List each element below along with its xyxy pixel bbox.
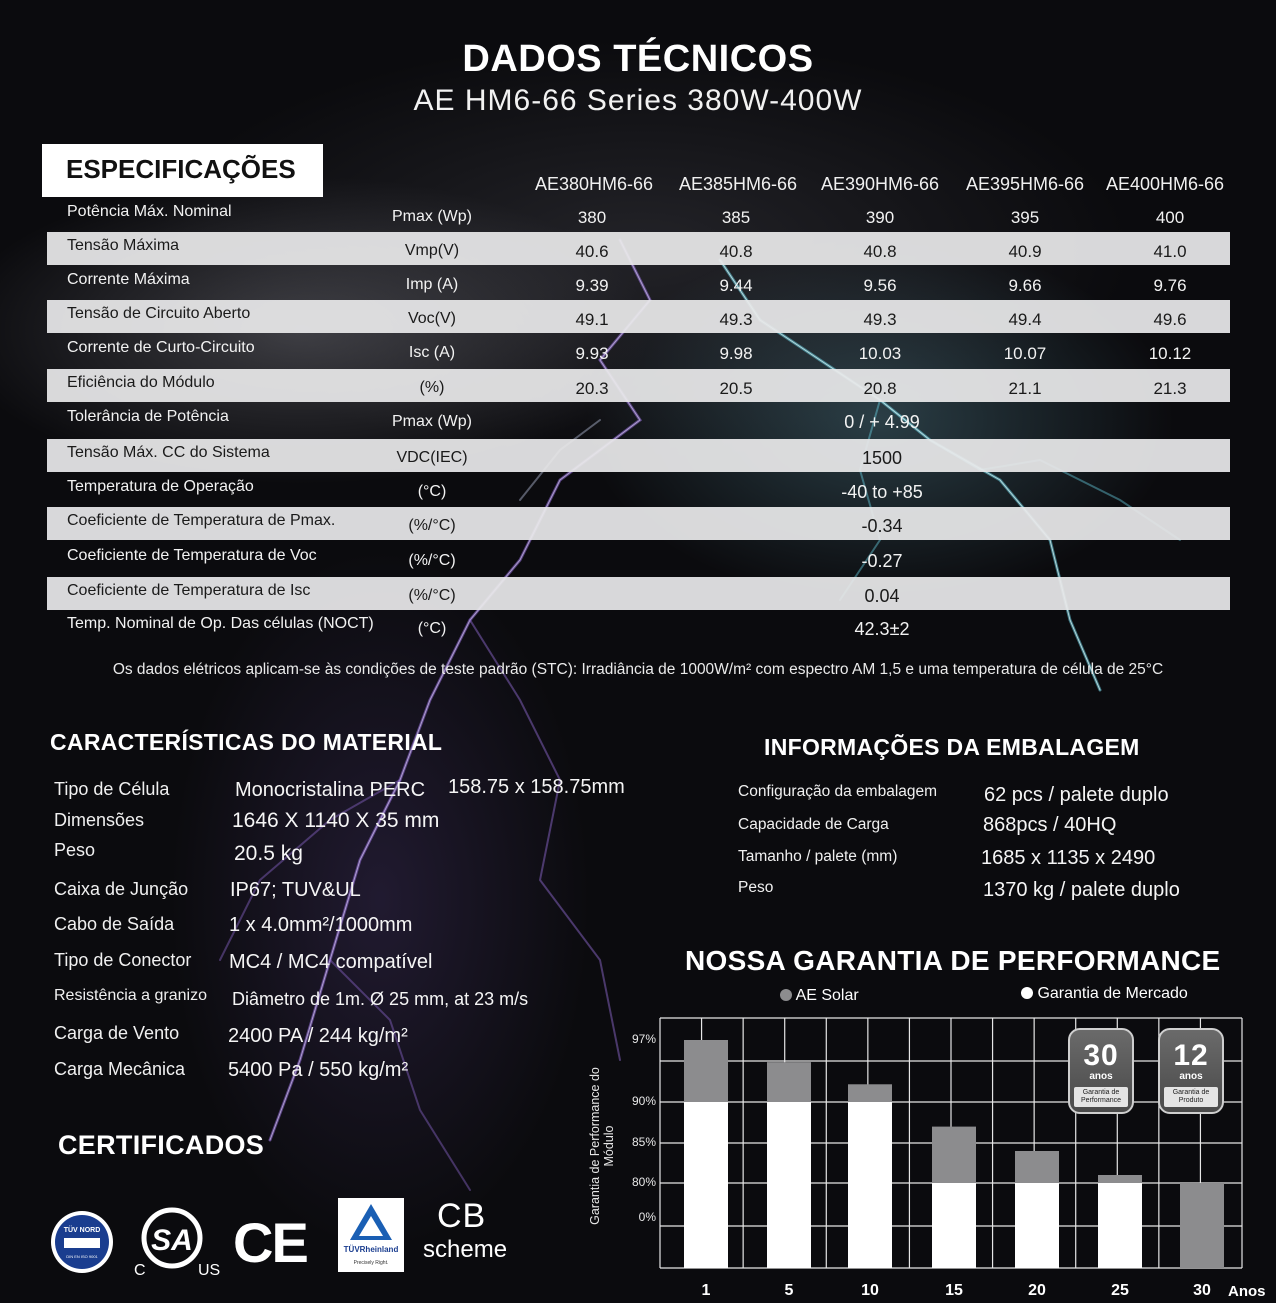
spec-label: Tolerância de Potência [67, 408, 229, 425]
badge-product-caption: Garantia de Produto [1164, 1087, 1218, 1107]
x-tick-label: 1 [701, 1282, 711, 1299]
spec-unit: Vmp(V) [404, 242, 460, 259]
spec-label: Tensão de Circuito Aberto [67, 305, 251, 322]
material-label: Cabo de Saída [54, 914, 175, 934]
packaging-value: 1370 kg / palete duplo [983, 879, 1180, 901]
spec-unit: VDC(IEC) [396, 449, 468, 466]
spec-label: Corrente Máxima [67, 271, 190, 288]
material-value: 20.5 kg [234, 842, 303, 865]
spec-value: 400 [1155, 208, 1185, 227]
bar-market-warranty [1098, 1183, 1142, 1268]
material-label: Resistência a granizo [54, 987, 207, 1004]
spec-unit: (%/°C) [408, 552, 456, 569]
y-tick-label: 97% [631, 1032, 656, 1046]
spec-label: Potência Máx. Nominal [67, 203, 232, 220]
x-axis-label: Anos [1228, 1283, 1266, 1300]
packaging-value: 1685 x 1135 x 2490 [981, 847, 1156, 869]
packaging-value: 62 pcs / palete duplo [984, 784, 1169, 806]
spec-unit: Pmax (Wp) [392, 208, 472, 225]
spec-label: Tensão Máxima [67, 237, 180, 254]
legend-ae-label: AE Solar [795, 987, 859, 1004]
badge-product-years: 12 [1173, 1039, 1209, 1072]
material-label: Carga Mecânica [54, 1059, 186, 1079]
material-label: Tipo de Conector [54, 950, 192, 970]
spec-value: 21.3 [1153, 379, 1187, 398]
packaging-heading: INFORMAÇÕES DA EMBALAGEM [764, 734, 1140, 760]
material-value: MC4 / MC4 compatível [229, 951, 433, 973]
spec-value: 40.8 [719, 242, 753, 261]
tuv-rheinland-text: TÜVRheinland [343, 1245, 399, 1254]
badge-performance-warranty [1068, 1028, 1134, 1114]
spec-label: Tensão Máx. CC do Sistema [67, 444, 270, 461]
bar-market-warranty [767, 1102, 811, 1268]
chart-bars [684, 1040, 1224, 1268]
spec-value: -0.27 [861, 551, 903, 571]
page-subtitle: AE HM6-66 Series 380W-400W [413, 84, 863, 117]
model-header: AE380HM6-66 [534, 174, 654, 194]
spec-unit: Voc(V) [407, 310, 456, 327]
bar-market-warranty [1015, 1183, 1059, 1268]
spec-unit: (%/°C) [408, 517, 456, 534]
spec-label: Corrente de Curto-Circuito [67, 339, 255, 356]
material-value: 2400 PA / 244 kg/m² [228, 1025, 408, 1047]
spec-unit: (%) [419, 379, 445, 396]
spec-unit: (°C) [417, 620, 447, 637]
spec-label: Temp. Nominal de Op. Das células (NOCT) [67, 615, 374, 632]
packaging-label: Tamanho / palete (mm) [738, 848, 898, 865]
tuv-nord-text: TÜV NORD [63, 1227, 101, 1234]
certificates-heading: CERTIFICADOS [58, 1130, 265, 1160]
material-value: 1646 X 1140 X 35 mm [232, 809, 440, 832]
spec-value: 20.8 [863, 379, 897, 398]
badge-performance-caption: Garantia de Performance [1074, 1087, 1128, 1107]
spec-value: 49.6 [1153, 310, 1187, 329]
spec-value: 40.8 [863, 242, 897, 261]
material-value: 1 x 4.0mm²/1000mm [229, 914, 413, 936]
spec-value: 10.03 [858, 344, 902, 363]
material-value: Diâmetro de 1m. Ø 25 mm, at 23 m/s [232, 989, 529, 1009]
spec-label: Eficiência do Módulo [67, 374, 215, 391]
material-heading: CARACTERÍSTICAS DO MATERIAL [50, 729, 443, 755]
y-tick-label: 80% [631, 1175, 656, 1189]
x-tick-label: 5 [784, 1282, 794, 1299]
spec-value: 390 [865, 208, 895, 227]
badge-performance-years: 30 [1083, 1039, 1119, 1072]
spec-value: -40 to +85 [841, 482, 923, 502]
spec-value: 9.93 [575, 344, 609, 363]
spec-value: 385 [721, 208, 751, 227]
material-value: 5400 Pa / 550 kg/m² [228, 1059, 409, 1081]
packaging-value: 868pcs / 40HQ [983, 814, 1117, 836]
spec-value: 10.12 [1148, 344, 1192, 363]
packaging-label: Peso [738, 879, 774, 896]
cb-scheme-top: CB [437, 1197, 487, 1235]
spec-label: Coeficiente de Temperatura de Isc [67, 582, 311, 599]
bar-market-warranty [932, 1183, 976, 1268]
spec-unit: Pmax (Wp) [392, 413, 472, 430]
spec-value: 21.1 [1008, 379, 1042, 398]
badge-product-warranty [1158, 1028, 1224, 1114]
spec-value: 10.07 [1003, 344, 1047, 363]
cb-scheme-bottom: scheme [423, 1236, 508, 1263]
tuv-rheinland-subtext: Precisely Right. [353, 1260, 389, 1266]
spec-value: 42.3±2 [854, 619, 910, 639]
y-tick-label: 90% [631, 1094, 656, 1108]
spec-value: 395 [1010, 208, 1040, 227]
spec-value: 20.5 [719, 379, 753, 398]
ce-mark: CE [233, 1211, 307, 1274]
specs-heading: ESPECIFICAÇÕES [42, 144, 323, 197]
spec-label: Coeficiente de Temperatura de Pmax. [67, 512, 336, 529]
spec-value: 40.6 [575, 242, 609, 261]
material-label: Peso [54, 840, 96, 860]
spec-label: Coeficiente de Temperatura de Voc [67, 547, 317, 564]
csa-c-mark: C [134, 1262, 146, 1279]
spec-value: 49.4 [1008, 310, 1042, 329]
spec-value: 0.04 [864, 586, 900, 606]
csa-us-mark: US [198, 1262, 221, 1279]
spec-value: 9.56 [863, 276, 897, 295]
y-axis-label: Garantia de Performance do Módulo [588, 1067, 616, 1225]
page-title: DADOS TÉCNICOS [462, 38, 814, 80]
spec-value: 9.66 [1008, 276, 1042, 295]
packaging-label: Configuração da embalagem [738, 783, 938, 800]
spec-value: 41.0 [1153, 242, 1187, 261]
spec-value: 0 / + 4.99 [844, 412, 920, 432]
model-header: AE395HM6-66 [965, 174, 1085, 194]
material-label: Tipo de Célula [54, 779, 170, 799]
spec-value: 9.76 [1153, 276, 1187, 295]
tuv-nord-subtext: DIN EN ISO 9001 [66, 1254, 98, 1259]
model-header: AE400HM6-66 [1105, 174, 1225, 194]
spec-value: -0.34 [861, 516, 903, 536]
spec-value: 40.9 [1008, 242, 1042, 261]
spec-value: 49.1 [575, 310, 609, 329]
material-value: Monocristalina PERC [235, 779, 426, 801]
x-tick-label: 10 [861, 1282, 879, 1299]
packaging-label: Capacidade de Carga [738, 816, 889, 833]
spec-value: 9.44 [719, 276, 753, 295]
stc-note: Os dados elétricos aplicam-se às condições de teste padrão (STC): Irradiância de 1000W/m² com espectro AM 1,5 e uma temperatura de célula de 25°C [112, 661, 1164, 678]
spec-value: 380 [577, 208, 607, 227]
material-value: IP67; TUV&UL [230, 879, 361, 901]
spec-unit: (°C) [417, 483, 447, 500]
warranty-heading: NOSSA GARANTIA DE PERFORMANCE [685, 945, 1221, 976]
model-header: AE385HM6-66 [678, 174, 798, 194]
bar-market-warranty [684, 1102, 728, 1268]
spec-unit: (%/°C) [408, 587, 456, 604]
spec-unit: Isc (A) [408, 344, 456, 361]
badge-performance-unit: anos [1089, 1071, 1113, 1082]
spec-value: 1500 [861, 448, 903, 468]
spec-value: 9.39 [575, 276, 609, 295]
material-label: Carga de Vento [54, 1023, 180, 1043]
bar-ae-solar [1180, 1183, 1224, 1268]
x-tick-label: 20 [1028, 1282, 1046, 1299]
x-tick-label: 15 [945, 1282, 963, 1299]
x-tick-label: 30 [1193, 1282, 1211, 1299]
model-header: AE390HM6-66 [820, 174, 940, 194]
material-label: Caixa de Junção [54, 879, 189, 899]
material-value-extra: 158.75 x 158.75mm [448, 776, 625, 798]
spec-unit: Imp (A) [405, 276, 459, 293]
spec-value: 49.3 [719, 310, 753, 329]
legend-market-label: Garantia de Mercado [1037, 985, 1188, 1002]
badge-product-unit: anos [1179, 1071, 1203, 1082]
x-tick-label: 25 [1111, 1282, 1129, 1299]
svg-text:SA: SA [151, 1224, 193, 1257]
spec-label: Temperatura de Operação [67, 478, 254, 495]
spec-value: 20.3 [575, 379, 609, 398]
bar-market-warranty [848, 1102, 892, 1268]
y-tick-label: 0% [638, 1210, 656, 1224]
spec-value: 9.98 [719, 344, 753, 363]
y-tick-label: 85% [631, 1135, 656, 1149]
spec-value: 49.3 [863, 310, 897, 329]
material-label: Dimensões [54, 810, 145, 830]
